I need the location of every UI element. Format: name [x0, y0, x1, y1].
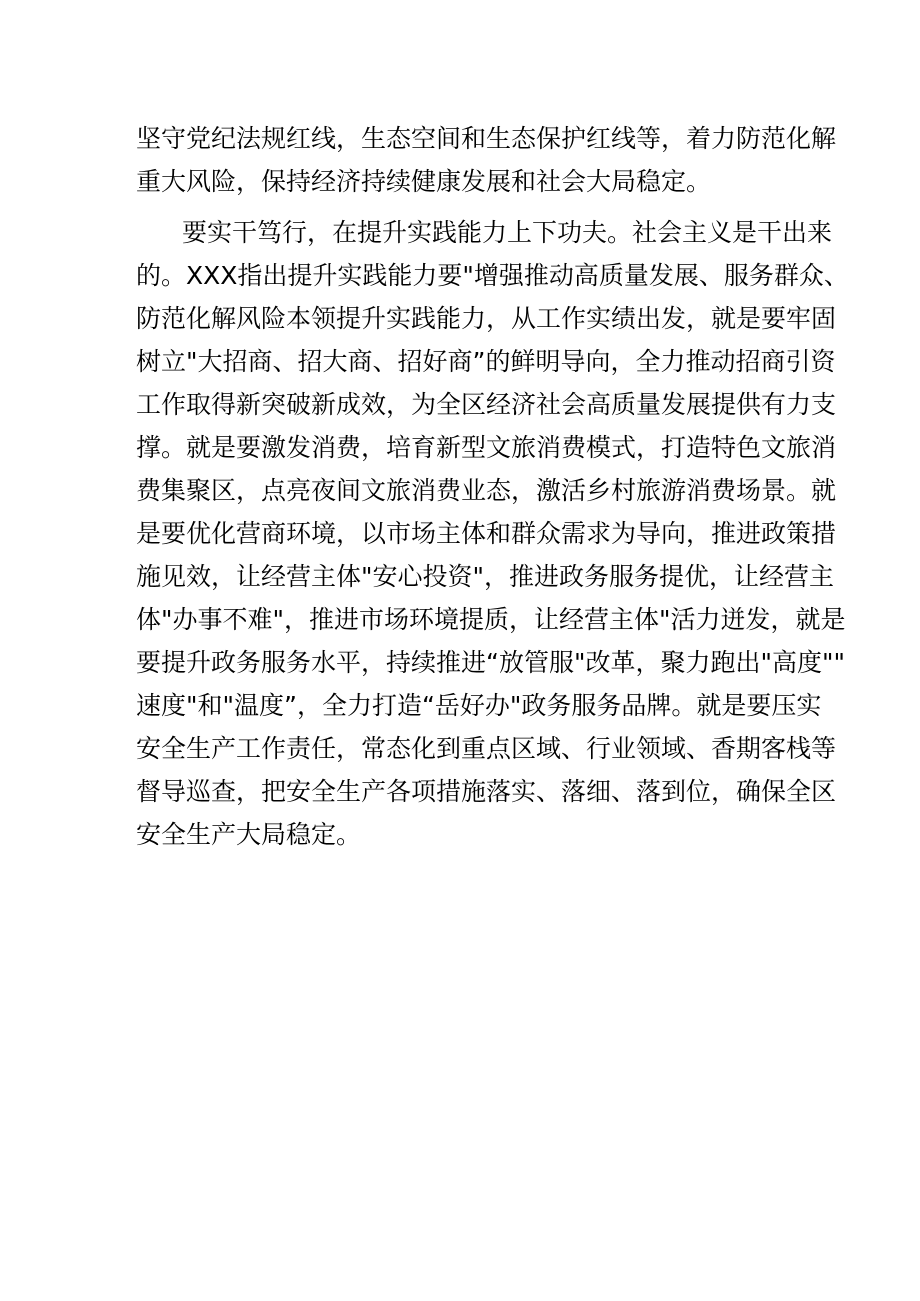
text-line: 督导巡查，把安全生产各项措施落实、落细、落到位，确保全区	[136, 777, 837, 806]
paragraph-gap	[136, 203, 804, 211]
text-line: 树立"大招商、招大商、招好商”的鲜明导向，全力推动招商引资	[136, 347, 836, 376]
text-line: 工作取得新突破新成效，为全区经济社会高质量发展提供有力支	[136, 390, 837, 419]
text-line: 是要优化营商环境，以市场主体和群众需求为导向，推进政策措	[136, 519, 837, 548]
paragraph-1	[136, 117, 837, 203]
text-line: 坚守党纪法规红线，生态空间和生态保护红线等，着力防范化解	[136, 124, 837, 153]
text-line: 费集聚区，点亮夜间文旅消费业态，激活乡村旅游消费场景。就	[136, 476, 837, 505]
document-body	[136, 117, 849, 856]
text-line: 防范化解风险本领提升实践能力，从工作实绩出发，就是要牢固	[136, 304, 837, 333]
paragraph-2	[136, 211, 849, 856]
text-line: 重大风险，保持经济持续健康发展和社会大局稳定。	[136, 167, 712, 196]
text-line: 的。XXX指出提升实践能力要"增强推动高质量发展、服务群众、	[136, 261, 849, 290]
text-line: 速度"和"温度”，全力打造“岳好办"政务服务品牌。就是要压实	[136, 691, 822, 720]
text-line-indented: 要实干笃行，在提升实践能力上下功夫。社会主义是干出来	[182, 218, 833, 247]
text-line: 体"办事不难"，推进市场环境提质，让经营主体"活力迸发，就是	[136, 605, 846, 634]
text-line: 撑。就是要激发消费，培育新型文旅消费模式，打造特色文旅消	[136, 433, 837, 462]
text-line: 安全生产大局稳定。	[136, 820, 362, 849]
text-line: 要提升政务服务水平，持续推进“放管服"改革，聚力跑出"高度""	[136, 648, 845, 677]
text-line: 施见效，让经营主体"安心投资"，推进政务服务提优，让经营主	[136, 562, 835, 591]
text-line: 安全生产工作责任，常态化到重点区域、行业领域、香期客栈等	[136, 734, 837, 763]
